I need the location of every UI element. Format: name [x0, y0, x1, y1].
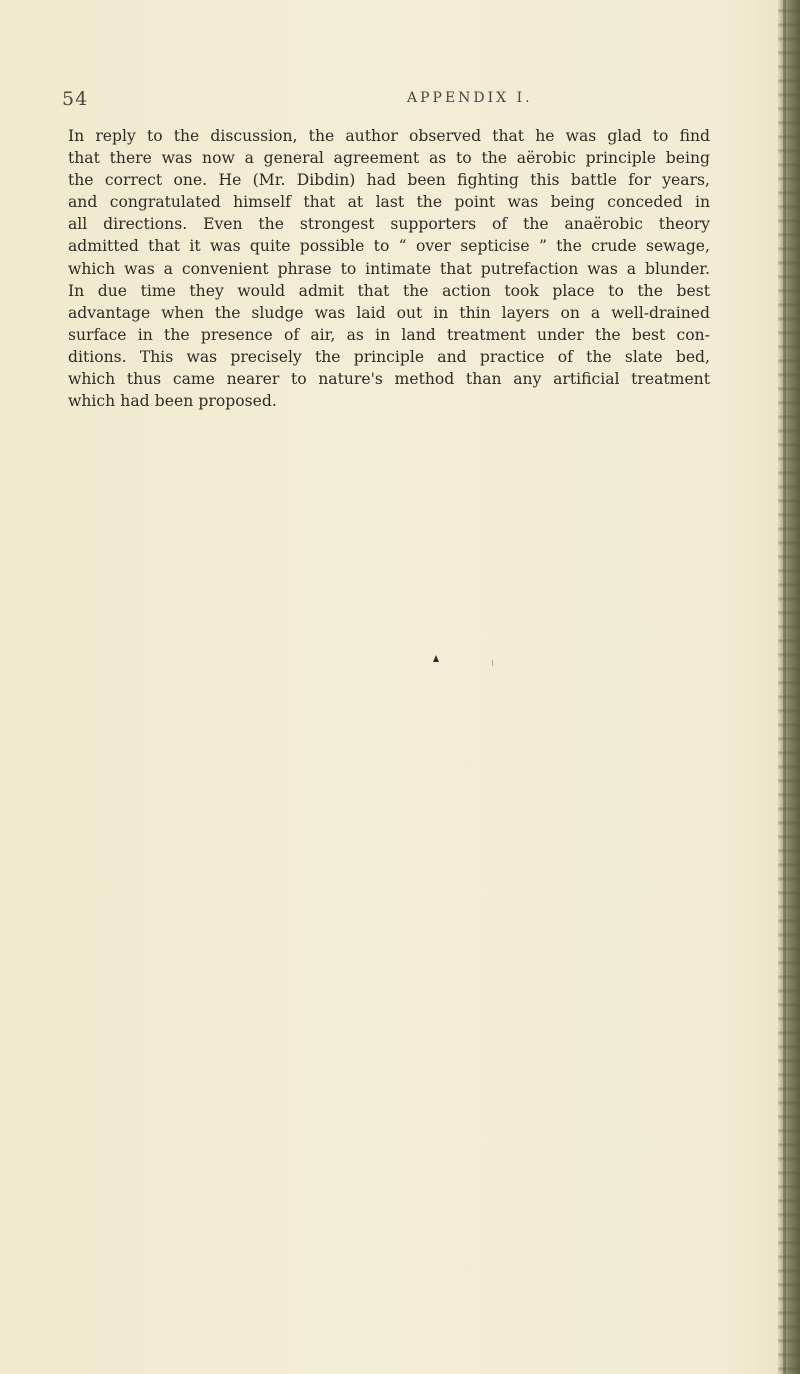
- body-paragraph: [68, 125, 710, 412]
- text-line: and congratulated himself that at last the point was being conceded in: [68, 193, 710, 212]
- running-head: APPENDIX I.: [407, 90, 533, 106]
- book-edge-shadow: [778, 0, 800, 1374]
- ink-speck: [433, 655, 439, 662]
- page-header: [62, 88, 712, 112]
- paper-mark: [492, 660, 493, 666]
- text-line: that there was now a general agreement as to the aërobic principle being: [68, 149, 710, 168]
- text-line: which thus came nearer to nature's method than any artificial treatment: [68, 370, 710, 389]
- text-line: In reply to the discussion, the author observed that he was glad to find: [68, 127, 710, 145]
- text-line: which had been proposed.: [68, 392, 277, 411]
- text-line: ditions. This was precisely the principle and practice of the slate bed,: [68, 347, 710, 366]
- text-line: which was a convenient phrase to intimate that putrefaction was a blunder.: [68, 259, 710, 278]
- text-line: the correct one. He (Mr. Dibdin) had been fighting this battle for years,: [68, 171, 710, 190]
- text-line: all directions. Even the strongest supporters of the anaërobic theory: [68, 215, 710, 234]
- page-number: 54: [62, 88, 89, 110]
- text-line: surface in the presence of air, as in land treatment under the best con-: [68, 325, 710, 344]
- text-line: advantage when the sludge was laid out in thin layers on a well-drained: [68, 303, 710, 322]
- text-line: admitted that it was quite possible to “ over septicise ” the crude sewage,: [68, 237, 710, 256]
- text-line: In due time they would admit that the action took place to the best: [68, 281, 710, 300]
